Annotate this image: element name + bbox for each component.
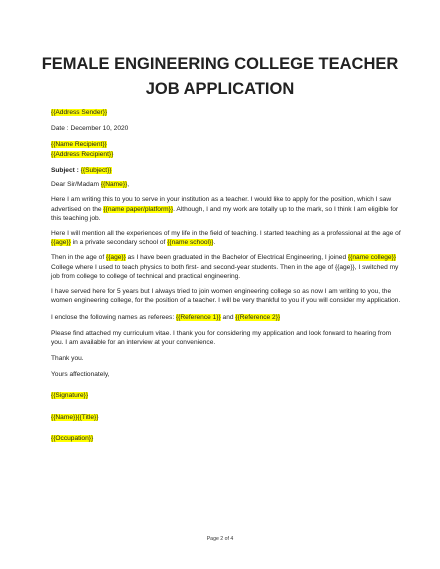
platform-placeholder: {{name paper/platform}} (103, 205, 174, 213)
name-recipient-line (51, 140, 401, 150)
address-recipient-placeholder: {{Address Recipient}} (51, 150, 114, 158)
age-placeholder-2: {{age}} (106, 254, 126, 262)
reference-1-placeholder: {{Reference 1}} (175, 313, 221, 321)
paragraph-1-text-b: . Although, I and my work are totally up to the mark, so I think I am eligible for this teaching job. (51, 205, 399, 223)
paragraph-2 (51, 229, 401, 248)
paragraph-closing: Please find attached my curriculum vitae. I thank you for considering my application and look forward to hearing from you. I am available for an interview at your convenience. (51, 329, 392, 347)
document-title (0, 52, 440, 102)
salutation-prefix: Dear Sir/Madam (51, 181, 101, 189)
address-sender-line (51, 108, 401, 118)
school-placeholder: {{name school}} (167, 239, 214, 247)
date-label: Date : (51, 125, 71, 133)
subject-placeholder: {{Subject}} (80, 166, 112, 174)
paragraph-3 (51, 253, 401, 282)
paragraph-1 (51, 195, 401, 224)
subject-line (51, 166, 401, 176)
letter-body (51, 108, 401, 443)
signature-line (51, 391, 401, 401)
name-title-line (51, 413, 401, 423)
paragraph-1-text-a: Here I am writing this to you to serve in your institution as a teacher. I would like to apply for the position, which I saw advertised on the (51, 196, 392, 213)
paragraph-referees (51, 313, 401, 323)
title-line-1: FEMALE ENGINEERING COLLEGE TEACHER (41, 55, 399, 73)
salutation-suffix: , (127, 181, 130, 189)
paragraph-2-text-a: Here I will mention all the experiences of my life in the field of teaching. I started teaching as a professional at the age of (51, 229, 401, 237)
paragraph-3-text-b: as I have been graduated in the Bachelor of Electrical Engineering, I joined (125, 254, 348, 262)
college-placeholder: {{name college}} (347, 254, 396, 262)
signature-placeholder: {{Signature}} (51, 392, 89, 400)
occupation-placeholder: {{Occupation}} (51, 434, 94, 442)
referees-text-a: I enclose the following names as referees: (51, 313, 176, 321)
date-value: December 10, 2020 (70, 125, 129, 133)
address-sender-placeholder: {{Address Sender}} (51, 109, 108, 116)
occupation-line (51, 434, 401, 444)
salutation-name-placeholder: {{Name}} (100, 181, 128, 189)
salutation (51, 180, 401, 190)
thank-you: Thank you. (51, 355, 84, 363)
date-line (51, 124, 401, 134)
referees-text-b: and (220, 313, 236, 321)
paragraph-2-text-c: . (213, 239, 216, 247)
address-recipient-line (51, 150, 401, 160)
paragraph-3-text-c: College where I used to teach physics to both first- and second-year students. Then in the age of {{age}}, I switched my job from college to college of technical and practical engineering. (51, 263, 399, 281)
paragraph-2-text-b: in a private secondary school of (70, 239, 168, 247)
name-title-placeholder: {{Name}}{{Title}} (51, 413, 99, 421)
age-placeholder: {{age}} (51, 239, 71, 247)
subject-label: Subject : (51, 166, 81, 174)
name-recipient-placeholder: {{Name Recipient}} (51, 141, 107, 149)
page-number: Page 2 of 4 (206, 536, 234, 542)
title-line-2: JOB APPLICATION (145, 80, 295, 98)
reference-2-placeholder: {{Reference 2}} (235, 313, 281, 321)
paragraph-3-text-a: Then in the age of (51, 254, 106, 262)
paragraph-4: I have served here for 5 years but I always tried to join women engineering college so as now I am writing to you, the women engineering college, for the position of a teacher. I will be very thankful to you if you will consider my application. (51, 287, 401, 305)
closing: Yours affectionately, (51, 371, 110, 379)
